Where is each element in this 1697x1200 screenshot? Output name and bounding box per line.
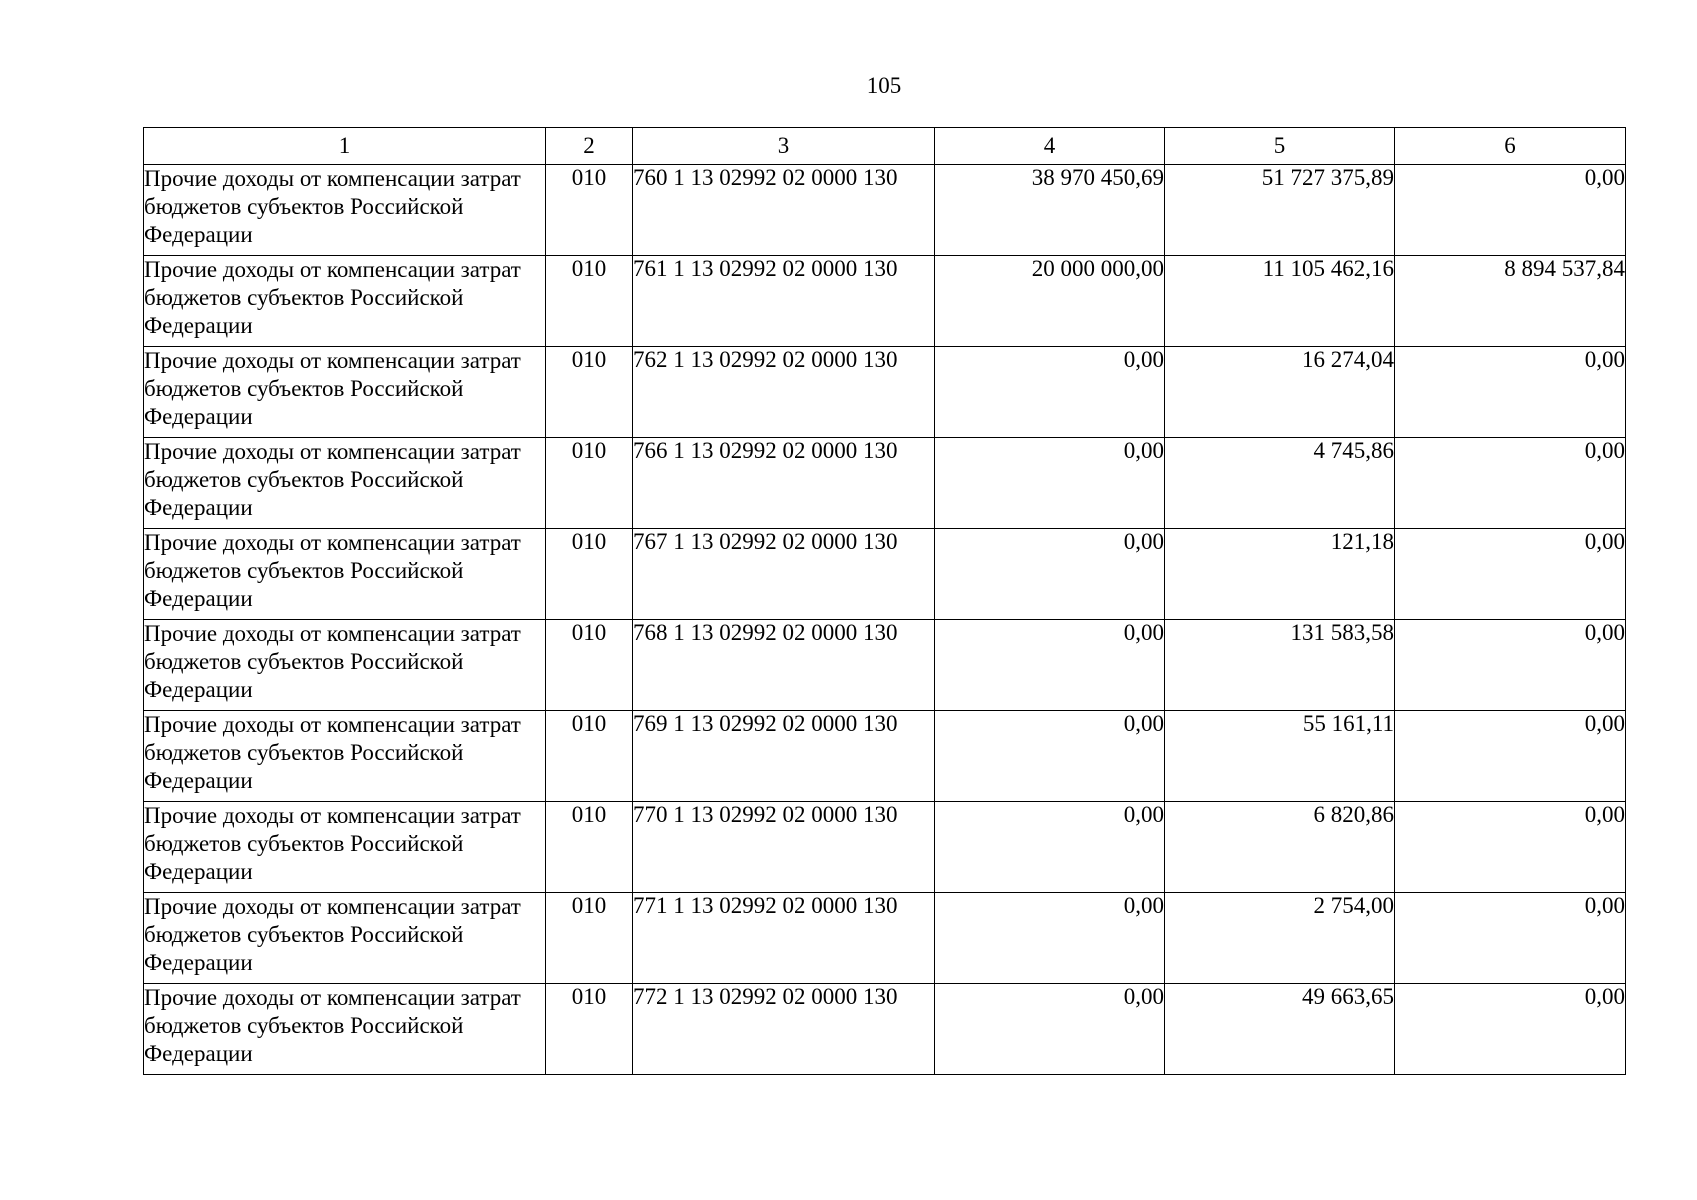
table-row — [144, 893, 1626, 984]
line-code-cell: 010 — [546, 165, 633, 256]
amount-col6-cell: 0,00 — [1395, 802, 1626, 893]
budget-code-cell: 762 1 13 02992 02 0000 130 — [633, 347, 935, 438]
header-col-1: 1 — [144, 128, 546, 165]
amount-col5-cell: 49 663,65 — [1165, 984, 1395, 1075]
budget-code-cell: 769 1 13 02992 02 0000 130 — [633, 711, 935, 802]
income-name-cell: Прочие доходы от компенсации затрат бюджетов субъектов Российской Федерации — [144, 165, 546, 256]
amount-col6-cell: 0,00 — [1395, 893, 1626, 984]
table-row — [144, 438, 1626, 529]
amount-col6-cell: 0,00 — [1395, 165, 1626, 256]
header-col-6: 6 — [1395, 128, 1626, 165]
amount-col5-cell: 121,18 — [1165, 529, 1395, 620]
income-name-cell: Прочие доходы от компенсации затрат бюджетов субъектов Российской Федерации — [144, 893, 546, 984]
table-row — [144, 984, 1626, 1075]
header-col-2: 2 — [546, 128, 633, 165]
line-code-cell: 010 — [546, 529, 633, 620]
amount-col4-cell: 0,00 — [935, 529, 1165, 620]
budget-code-cell: 766 1 13 02992 02 0000 130 — [633, 438, 935, 529]
amount-col4-cell: 0,00 — [935, 620, 1165, 711]
revenue-table — [143, 127, 1626, 1075]
amount-col4-cell: 0,00 — [935, 984, 1165, 1075]
amount-col4-cell: 38 970 450,69 — [935, 165, 1165, 256]
amount-col6-cell: 0,00 — [1395, 984, 1626, 1075]
amount-col6-cell: 8 894 537,84 — [1395, 256, 1626, 347]
amount-col4-cell: 20 000 000,00 — [935, 256, 1165, 347]
amount-col4-cell: 0,00 — [935, 711, 1165, 802]
header-col-5: 5 — [1165, 128, 1395, 165]
line-code-cell: 010 — [546, 802, 633, 893]
income-name-cell: Прочие доходы от компенсации затрат бюджетов субъектов Российской Федерации — [144, 802, 546, 893]
amount-col5-cell: 131 583,58 — [1165, 620, 1395, 711]
header-col-3: 3 — [633, 128, 935, 165]
income-name-cell: Прочие доходы от компенсации затрат бюджетов субъектов Российской Федерации — [144, 711, 546, 802]
table-row — [144, 347, 1626, 438]
amount-col5-cell: 11 105 462,16 — [1165, 256, 1395, 347]
budget-code-cell: 761 1 13 02992 02 0000 130 — [633, 256, 935, 347]
income-name-cell: Прочие доходы от компенсации затрат бюджетов субъектов Российской Федерации — [144, 347, 546, 438]
income-name-cell: Прочие доходы от компенсации затрат бюджетов субъектов Российской Федерации — [144, 438, 546, 529]
table-row — [144, 802, 1626, 893]
budget-code-cell: 768 1 13 02992 02 0000 130 — [633, 620, 935, 711]
income-name-cell: Прочие доходы от компенсации затрат бюджетов субъектов Российской Федерации — [144, 256, 546, 347]
header-col-4: 4 — [935, 128, 1165, 165]
line-code-cell: 010 — [546, 711, 633, 802]
income-name-cell: Прочие доходы от компенсации затрат бюджетов субъектов Российской Федерации — [144, 984, 546, 1075]
page-number: 105 — [866, 73, 902, 98]
line-code-cell: 010 — [546, 984, 633, 1075]
line-code-cell: 010 — [546, 438, 633, 529]
budget-code-cell: 760 1 13 02992 02 0000 130 — [633, 165, 935, 256]
amount-col5-cell: 4 745,86 — [1165, 438, 1395, 529]
amount-col5-cell: 16 274,04 — [1165, 347, 1395, 438]
amount-col5-cell: 55 161,11 — [1165, 711, 1395, 802]
table-header — [144, 128, 1626, 165]
line-code-cell: 010 — [546, 893, 633, 984]
line-code-cell: 010 — [546, 347, 633, 438]
amount-col5-cell: 6 820,86 — [1165, 802, 1395, 893]
amount-col4-cell: 0,00 — [935, 802, 1165, 893]
amount-col6-cell: 0,00 — [1395, 620, 1626, 711]
table-row — [144, 620, 1626, 711]
amount-col5-cell: 2 754,00 — [1165, 893, 1395, 984]
budget-code-cell: 770 1 13 02992 02 0000 130 — [633, 802, 935, 893]
table-body — [144, 165, 1626, 1075]
line-code-cell: 010 — [546, 256, 633, 347]
amount-col4-cell: 0,00 — [935, 347, 1165, 438]
table-row — [144, 256, 1626, 347]
amount-col4-cell: 0,00 — [935, 893, 1165, 984]
budget-code-cell: 767 1 13 02992 02 0000 130 — [633, 529, 935, 620]
amount-col6-cell: 0,00 — [1395, 347, 1626, 438]
line-code-cell: 010 — [546, 620, 633, 711]
income-name-cell: Прочие доходы от компенсации затрат бюджетов субъектов Российской Федерации — [144, 620, 546, 711]
amount-col4-cell: 0,00 — [935, 438, 1165, 529]
amount-col6-cell: 0,00 — [1395, 438, 1626, 529]
amount-col6-cell: 0,00 — [1395, 529, 1626, 620]
amount-col6-cell: 0,00 — [1395, 711, 1626, 802]
table-row — [144, 711, 1626, 802]
header-row — [144, 128, 1626, 165]
budget-code-cell: 772 1 13 02992 02 0000 130 — [633, 984, 935, 1075]
budget-code-cell: 771 1 13 02992 02 0000 130 — [633, 893, 935, 984]
table-row — [144, 529, 1626, 620]
amount-col5-cell: 51 727 375,89 — [1165, 165, 1395, 256]
income-name-cell: Прочие доходы от компенсации затрат бюджетов субъектов Российской Федерации — [144, 529, 546, 620]
table-row — [144, 165, 1626, 256]
